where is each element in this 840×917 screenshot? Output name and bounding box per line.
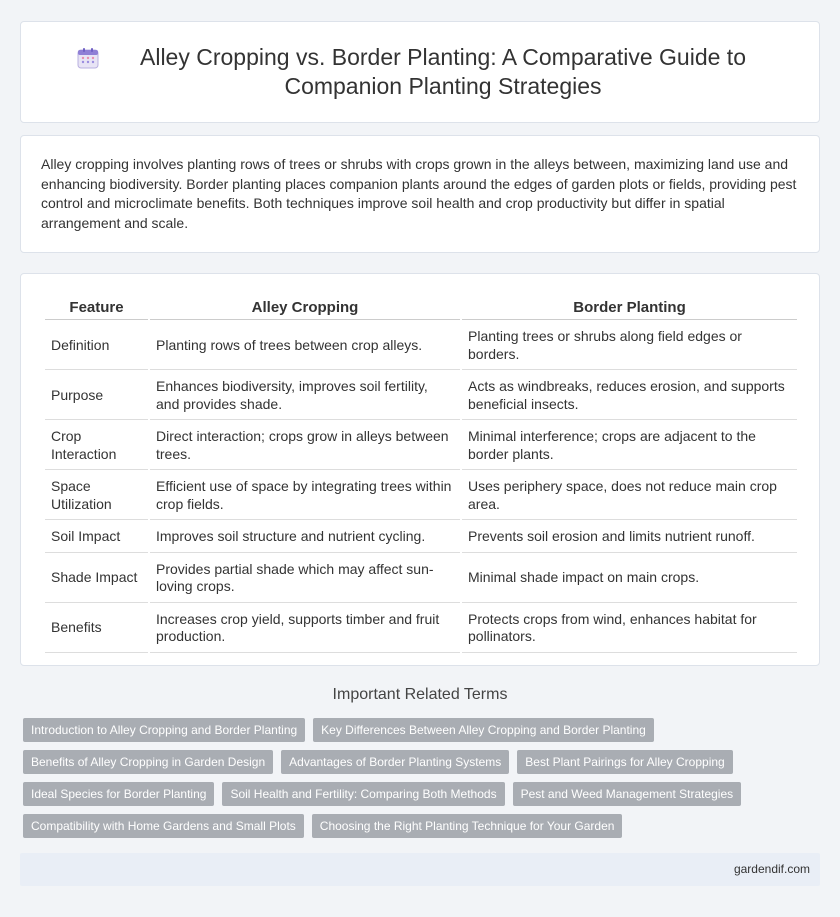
border-cell: Prevents soil erosion and limits nutrient runoff. (462, 522, 797, 553)
alley-cell: Direct interaction; crops grow in alleys between trees. (150, 422, 460, 470)
related-term-link[interactable]: Soil Health and Fertility: Comparing Both Methods (222, 782, 504, 806)
alley-cell: Increases crop yield, supports timber and fruit production. (150, 605, 460, 653)
border-cell: Minimal interference; crops are adjacent to the border plants. (462, 422, 797, 470)
alley-cell: Efficient use of space by integrating trees within crop fields. (150, 472, 460, 520)
feature-cell: Shade Impact (45, 555, 148, 603)
border-cell: Uses periphery space, does not reduce main crop area. (462, 472, 797, 520)
alley-cell: Improves soil structure and nutrient cycling. (150, 522, 460, 553)
alley-cell: Planting rows of trees between crop alleys. (150, 322, 460, 370)
table-row (45, 555, 797, 603)
related-term-link[interactable]: Ideal Species for Border Planting (23, 782, 214, 806)
related-term-link[interactable]: Key Differences Between Alley Cropping and Border Planting (313, 718, 654, 742)
related-term-link[interactable]: Compatibility with Home Gardens and Small Plots (23, 814, 304, 838)
related-term-link[interactable]: Best Plant Pairings for Alley Cropping (517, 750, 732, 774)
related-term-link[interactable]: Introduction to Alley Cropping and Border Planting (23, 718, 305, 742)
header-card (20, 21, 820, 123)
feature-cell: Purpose (45, 372, 148, 420)
table-row (45, 422, 797, 470)
comparison-card (20, 273, 820, 666)
table-row (45, 522, 797, 553)
feature-cell: Crop Interaction (45, 422, 148, 470)
border-cell: Protects crops from wind, enhances habitat for pollinators. (462, 605, 797, 653)
feature-cell: Benefits (45, 605, 148, 653)
feature-cell: Definition (45, 322, 148, 370)
alley-cell: Provides partial shade which may affect sun-loving crops. (150, 555, 460, 603)
header-alley-cropping: Alley Cropping (150, 296, 460, 320)
related-term-link[interactable]: Pest and Weed Management Strategies (513, 782, 742, 806)
footer (20, 853, 820, 886)
table-row (45, 472, 797, 520)
page-title: Alley Cropping vs. Border Planting: A Comparative Guide to Companion Planting Strategies (140, 44, 746, 99)
related-terms-list (23, 718, 823, 846)
calendar-icon (77, 47, 99, 69)
related-term-link[interactable]: Choosing the Right Planting Technique for Your Garden (312, 814, 623, 838)
table-row (45, 322, 797, 370)
related-term-link[interactable]: Benefits of Alley Cropping in Garden Design (23, 750, 273, 774)
intro-card (20, 135, 820, 253)
border-cell: Minimal shade impact on main crops. (462, 555, 797, 603)
header-feature: Feature (45, 296, 148, 320)
related-terms-title: Important Related Terms (332, 686, 508, 703)
intro-text: Alley cropping involves planting rows of trees or shrubs with crops grown in the alleys between, maximizing land use and enhancing biodiversity. Border planting places companion plants around the edges of garden plots or fields, providing pest control and microclimate benefits. Both techniques improve soil health and crop productivity but differ in spatial arrangement and scale. (41, 156, 797, 231)
table-row (45, 372, 797, 420)
footer-site-link[interactable]: gardendif.com (733, 862, 810, 876)
alley-cell: Enhances biodiversity, improves soil fertility, and provides shade. (150, 372, 460, 420)
comparison-table (43, 294, 799, 655)
related-term-link[interactable]: Advantages of Border Planting Systems (281, 750, 509, 774)
header-border-planting: Border Planting (462, 296, 797, 320)
border-cell: Acts as windbreaks, reduces erosion, and supports beneficial insects. (462, 372, 797, 420)
feature-cell: Space Utilization (45, 472, 148, 520)
feature-cell: Soil Impact (45, 522, 148, 553)
table-row (45, 605, 797, 653)
border-cell: Planting trees or shrubs along field edges or borders. (462, 322, 797, 370)
